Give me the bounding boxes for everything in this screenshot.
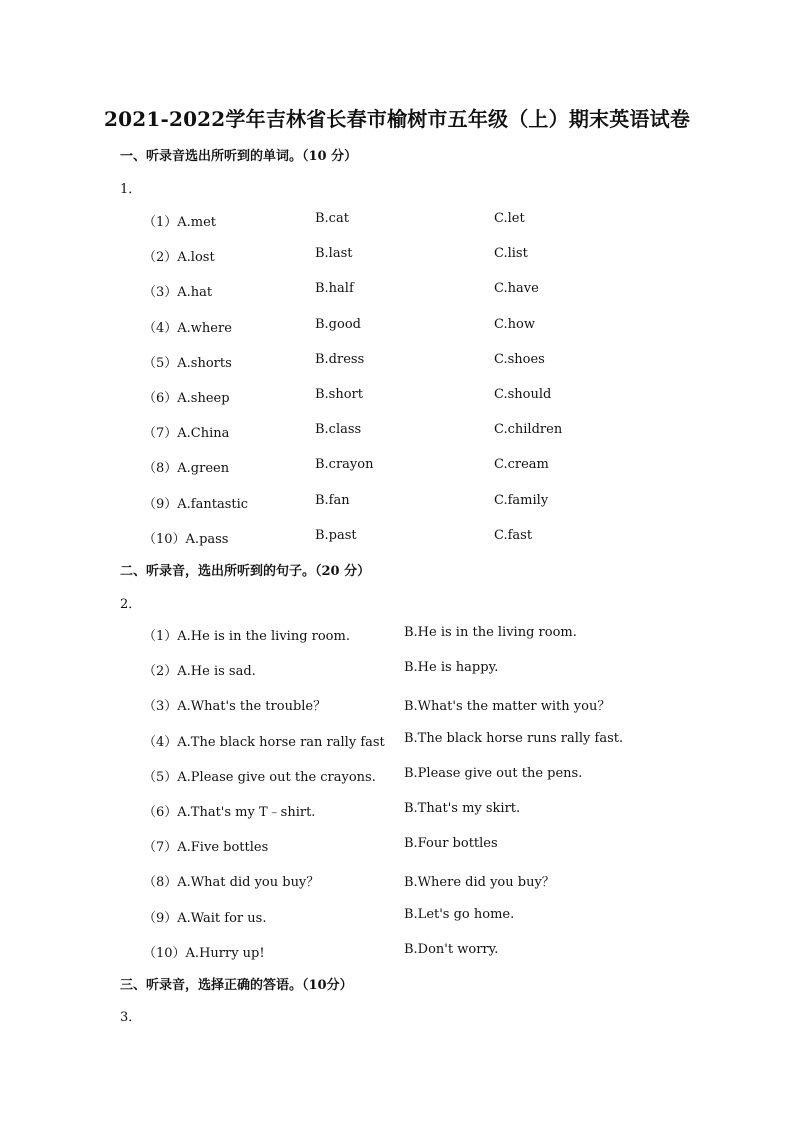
option-row	[0, 457, 794, 477]
option-b: B.Don't worry.	[404, 941, 499, 957]
option-a: （1）A.met	[143, 215, 217, 230]
option-a: （8）A.What did you buy？	[143, 875, 320, 891]
option-row	[0, 801, 794, 821]
section-3-heading: 三、听录音，选择正确的答语。（10分）	[120, 978, 353, 993]
option-row	[0, 695, 794, 715]
option-a: （1）A.He is in the living room.	[143, 629, 350, 644]
option-a: （7）A.China	[143, 426, 230, 442]
option-c: C.how	[494, 316, 535, 332]
option-b: B.past	[315, 527, 357, 543]
option-a: （3）A.hat	[143, 285, 213, 301]
option-c: C.let	[494, 211, 525, 226]
option-a: （10）A.Hurry up!	[143, 945, 265, 961]
question-1-number: 1．	[120, 182, 142, 197]
option-row	[0, 660, 794, 680]
option-row	[0, 528, 794, 548]
option-row	[0, 731, 794, 751]
option-b: B.Four bottles	[404, 836, 498, 852]
option-row	[0, 281, 794, 301]
option-b: B.The black horse runs rally fast.	[404, 730, 624, 746]
option-a: （9）A.fantastic	[143, 496, 249, 512]
page-title: 2021-2022学年吉林省长春市榆树市五年级（上）期末英语试卷	[103, 107, 691, 131]
option-b: B.short	[315, 387, 363, 402]
option-c: C.children	[494, 422, 563, 438]
option-a: （9）A.Wait for us.	[143, 910, 267, 926]
option-b: B.class	[315, 422, 362, 438]
option-row	[0, 907, 794, 927]
option-row	[0, 766, 794, 786]
option-c: C.shoes	[494, 351, 545, 367]
option-a: （8）A.green	[143, 461, 230, 477]
option-b: B.That's my skirt.	[404, 801, 521, 816]
option-b: B.half	[315, 281, 354, 297]
option-row	[0, 625, 794, 645]
option-b: B.He is happy.	[404, 660, 499, 676]
option-a: （2）A.He is sad.	[143, 664, 256, 680]
option-a: （10）A.pass	[143, 531, 229, 547]
option-c: C.have	[494, 281, 539, 297]
section-2-heading: 二、听录音，选出所听到的句子。（20 分）	[120, 564, 371, 579]
option-b: B.good	[315, 316, 361, 332]
question-2-number: 2．	[120, 597, 142, 612]
section-1-heading: 一、听录音选出所听到的单词。（10 分）	[120, 149, 358, 164]
option-a: （2）A.lost	[143, 250, 215, 266]
option-row	[0, 352, 794, 372]
option-c: C.should	[494, 387, 552, 402]
option-b: B.He is in the living room.	[404, 625, 577, 640]
option-a: （4）A.The black horse ran rally fast	[143, 734, 385, 750]
option-b: B.Where did you buy？	[404, 875, 555, 891]
option-a: （6）A.sheep	[143, 391, 230, 406]
option-row	[0, 871, 794, 891]
option-a: （5）A.shorts	[143, 355, 232, 371]
option-c: C.family	[494, 492, 549, 508]
option-a: （3）A.What's the trouble？	[143, 699, 327, 715]
option-a: （6）A.That's my T﹣shirt.	[143, 805, 316, 820]
option-a: （5）A.Please give out the crayons.	[143, 769, 376, 785]
option-row	[0, 387, 794, 407]
option-c: C.cream	[494, 457, 549, 473]
option-row	[0, 422, 794, 442]
option-row	[0, 493, 794, 513]
option-row	[0, 317, 794, 337]
option-b: B.Let's go home.	[404, 906, 515, 922]
option-b: B.Please give out the pens.	[404, 765, 583, 781]
option-row	[0, 211, 794, 231]
option-row	[0, 836, 794, 856]
option-c: C.list	[494, 246, 528, 262]
option-b: B.last	[315, 246, 353, 262]
option-a: （4）A.where	[143, 320, 232, 336]
option-b: B.crayon	[315, 457, 374, 473]
option-b: B.dress	[315, 351, 365, 367]
question-3-number: 3．	[120, 1010, 142, 1025]
option-c: C.fast	[494, 527, 533, 543]
option-row	[0, 942, 794, 962]
option-b: B.cat	[315, 211, 349, 226]
option-b: B.What's the matter with you？	[404, 699, 611, 715]
option-a: （7）A.Five bottles	[143, 840, 269, 856]
option-row	[0, 246, 794, 266]
option-b: B.fan	[315, 492, 350, 508]
